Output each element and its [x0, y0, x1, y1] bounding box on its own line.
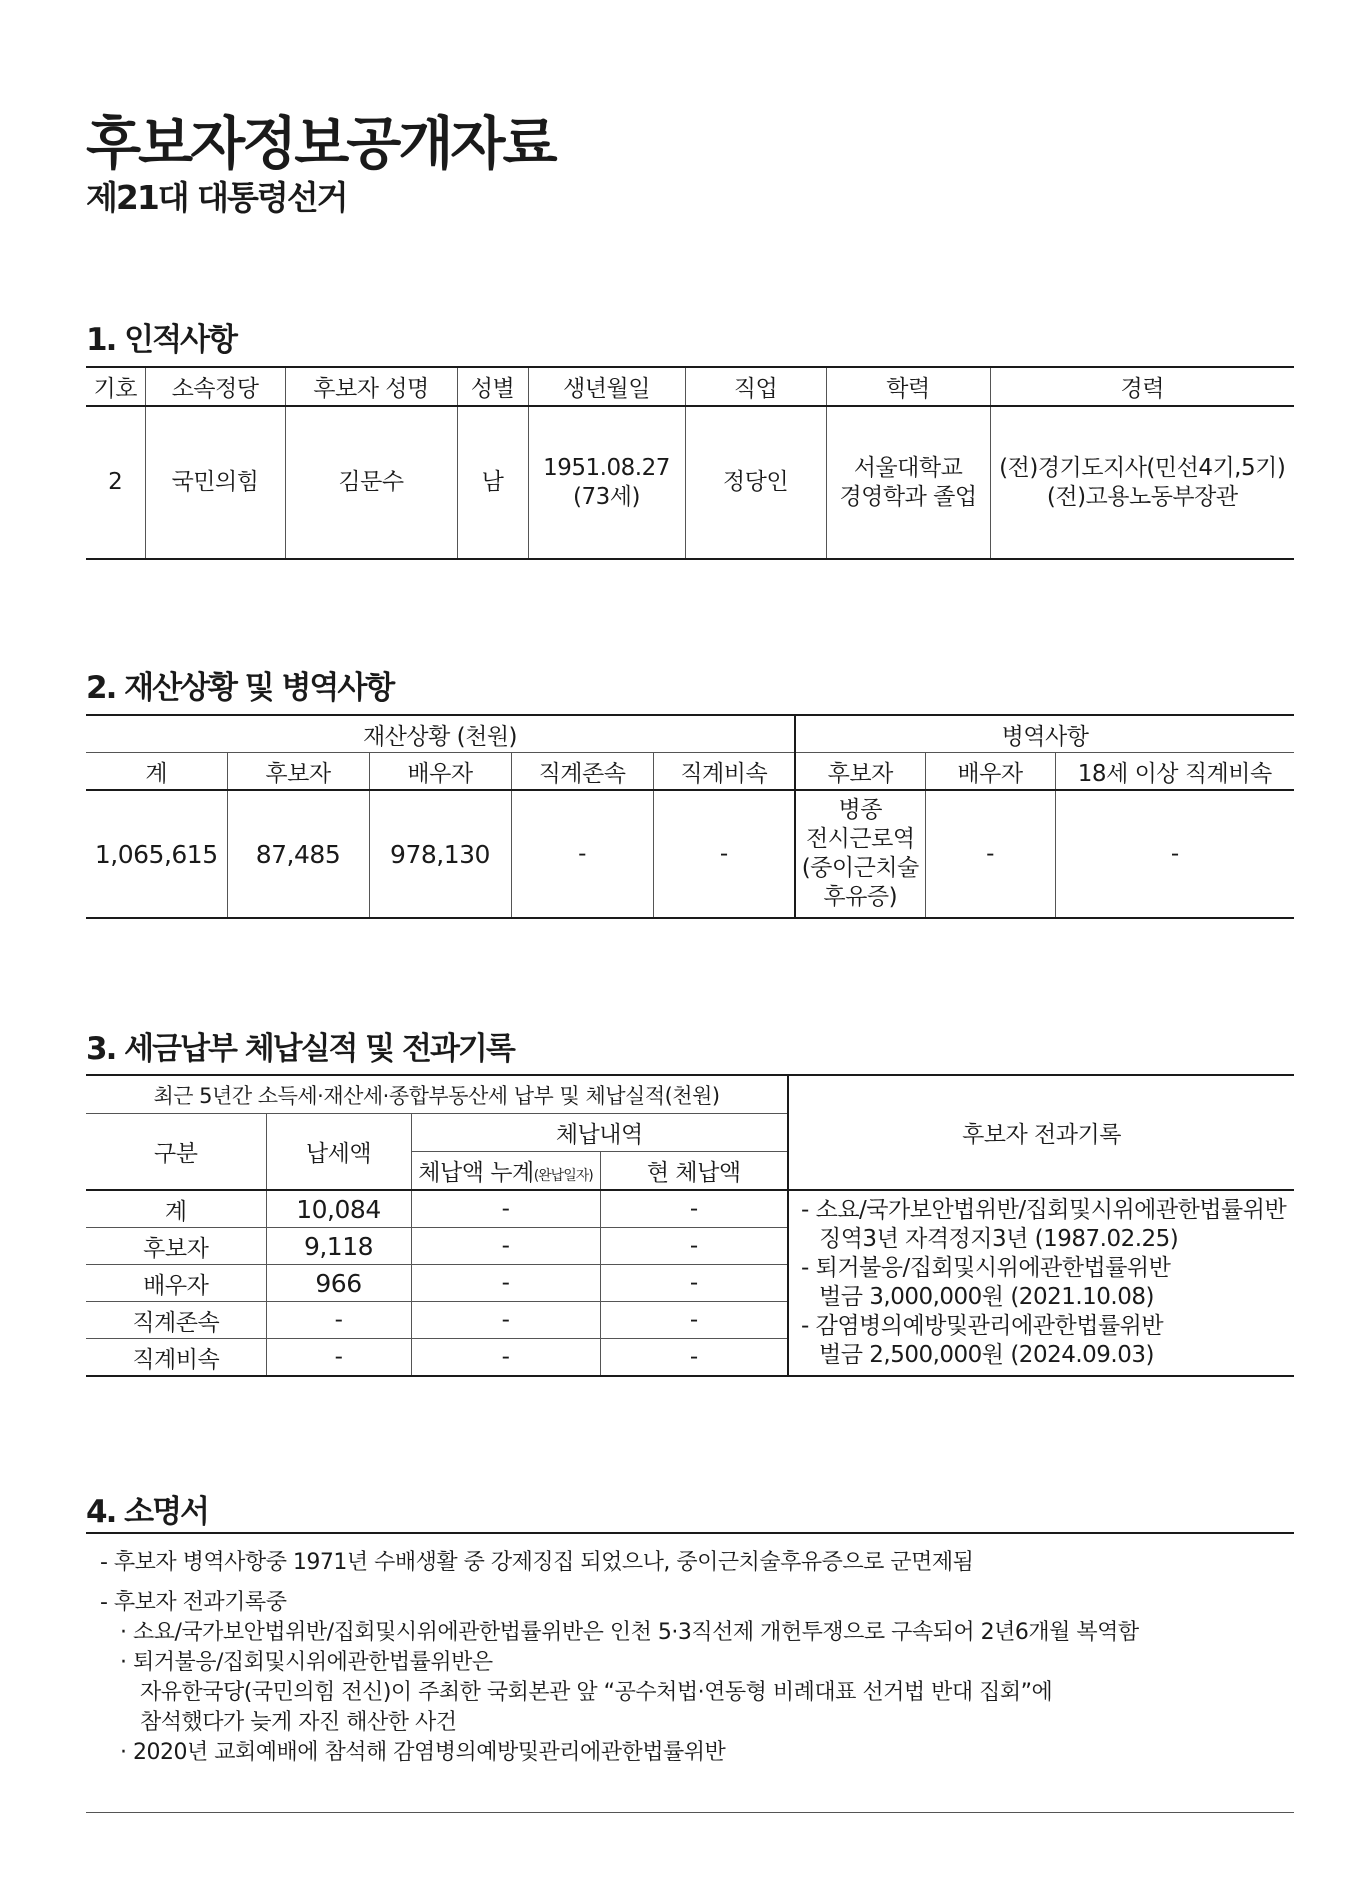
note-item: - 후보자 전과기록중 — [100, 1590, 287, 1615]
tax-arrears-current: - — [600, 1302, 788, 1339]
candidate-occupation: 정당인 — [685, 406, 826, 559]
col-header: 직계존속 — [511, 753, 653, 791]
table-group-row — [86, 1075, 1294, 1114]
table-group-row — [86, 715, 1294, 753]
tax-row-label: 계 — [86, 1190, 266, 1228]
tax-paid: 10,084 — [266, 1190, 411, 1228]
tax-arrears-cum: - — [411, 1190, 600, 1228]
col-header: 소속정당 — [145, 367, 285, 406]
arrears-cumulative-label: 체납액 누계 — [418, 1160, 534, 1186]
candidate-name: 김문수 — [285, 406, 457, 559]
col-header: 현 체납액 — [600, 1152, 788, 1191]
table-row — [86, 1190, 1294, 1228]
col-header: 후보자 성명 — [285, 367, 457, 406]
military-descendants: - — [1055, 790, 1294, 918]
tax-arrears-cum: - — [411, 1339, 600, 1377]
property-group-header: 재산상황 (천원) — [86, 715, 795, 753]
col-header: 성별 — [457, 367, 528, 406]
candidate-number: 2 — [86, 406, 145, 559]
tax-arrears-current: - — [600, 1265, 788, 1302]
candidate-birth — [528, 406, 685, 559]
col-header: 직계비속 — [653, 753, 795, 791]
tax-arrears-current: - — [600, 1339, 788, 1377]
note-subitem: · 2020년 교회예배에 참석해 감염병의예방및관리에관한법률위반 — [120, 1740, 726, 1765]
education-line: 서울대학교 — [853, 454, 963, 481]
tax-row-label: 배우자 — [86, 1265, 266, 1302]
col-header: 직업 — [685, 367, 826, 406]
criminal-penalty: 징역3년 자격정지3년 (1987.02.25) — [819, 1226, 1179, 1252]
military-line: 후유증) — [823, 884, 898, 910]
page-subtitle: 제21대 대통령선거 — [86, 178, 347, 217]
page-title: 후보자정보공개자료 — [86, 111, 555, 177]
tax-row-label: 후보자 — [86, 1228, 266, 1265]
criminal-record-header: 후보자 전과기록 — [788, 1075, 1294, 1190]
col-header: 구분 — [86, 1114, 266, 1191]
col-header: 18세 이상 직계비속 — [1055, 753, 1294, 791]
col-header: 후보자 — [795, 753, 925, 791]
military-spouse: - — [925, 790, 1055, 918]
property-ascendants: - — [511, 790, 653, 918]
table-header-row — [86, 367, 1294, 406]
col-header: 배우자 — [369, 753, 511, 791]
table-header-row — [86, 753, 1294, 791]
tax-group-header: 최근 5년간 소득세·재산세·종합부동산세 납부 및 체납실적(천원) — [86, 1075, 788, 1114]
col-header: 배우자 — [925, 753, 1055, 791]
col-header: 후보자 — [227, 753, 369, 791]
property-military-table — [86, 714, 1294, 919]
table-row — [86, 406, 1294, 559]
criminal-records — [788, 1190, 1294, 1376]
military-group-header: 병역사항 — [795, 715, 1294, 753]
birth-date: 1951.08.27 — [543, 454, 670, 481]
criminal-offense: - 감염병의예방및관리에관한법률위반 — [801, 1313, 1164, 1339]
explanation-notes — [100, 1548, 1139, 1768]
col-header: 체납내역 — [411, 1114, 788, 1152]
col-header: 기호 — [86, 367, 145, 406]
section4-divider — [86, 1532, 1294, 1534]
note-subitem-line: 참석했다가 늦게 자진 해산한 사건 — [140, 1710, 457, 1735]
section4-heading: 4. 소명서 — [86, 1494, 208, 1530]
col-header — [411, 1152, 600, 1191]
military-line: (중이근치술 — [801, 855, 919, 881]
education-line: 경영학과 졸업 — [839, 483, 977, 510]
military-line: 병종 — [838, 797, 882, 823]
property-spouse: 978,130 — [369, 790, 511, 918]
candidate-career — [990, 406, 1294, 559]
tax-paid: - — [266, 1339, 411, 1377]
tax-criminal-table — [86, 1074, 1294, 1377]
tax-paid: 9,118 — [266, 1228, 411, 1265]
tax-paid: 966 — [266, 1265, 411, 1302]
section3-heading: 3. 세금납부 체납실적 및 전과기록 — [86, 1031, 514, 1067]
table-row — [86, 790, 1294, 918]
candidate-party: 국민의힘 — [145, 406, 285, 559]
age: (73세) — [573, 483, 640, 510]
tax-arrears-current: - — [600, 1190, 788, 1228]
bottom-divider — [86, 1812, 1294, 1813]
tax-arrears-cum: - — [411, 1228, 600, 1265]
tax-row-label: 직계존속 — [86, 1302, 266, 1339]
col-header: 학력 — [826, 367, 990, 406]
col-header: 계 — [86, 753, 227, 791]
criminal-offense: - 퇴거불응/집회및시위에관한법률위반 — [801, 1255, 1171, 1281]
section2-heading: 2. 재산상황 및 병역사항 — [86, 670, 394, 706]
col-header: 납세액 — [266, 1114, 411, 1191]
tax-row-label: 직계비속 — [86, 1339, 266, 1377]
note-subitem-line: 자유한국당(국민의힘 전신)이 주최한 국회본관 앞 “공수처법·연동형 비례대표 선거법 반대 집회”에 — [140, 1680, 1053, 1705]
property-total: 1,065,615 — [86, 790, 227, 918]
note-subitem: · 소요/국가보안법위반/집회및시위에관한법률위반은 인천 5·3직선제 개헌투쟁으로 구속되어 2년6개월 복역함 — [120, 1620, 1139, 1645]
criminal-penalty: 벌금 3,000,000원 (2021.10.08) — [819, 1284, 1154, 1310]
note-item: - 후보자 병역사항중 1971년 수배생활 중 강제징집 되었으나, 중이근치술후유증으로 군면제됨 — [100, 1550, 974, 1575]
candidate-gender: 남 — [457, 406, 528, 559]
tax-arrears-current: - — [600, 1228, 788, 1265]
tax-arrears-cum: - — [411, 1265, 600, 1302]
section1-heading: 1. 인적사항 — [86, 322, 236, 358]
military-candidate — [795, 790, 925, 918]
military-line: 전시근로역 — [805, 826, 915, 852]
col-header: 생년월일 — [528, 367, 685, 406]
personal-info-table — [86, 366, 1294, 560]
criminal-penalty: 벌금 2,500,000원 (2024.09.03) — [819, 1342, 1154, 1368]
tax-paid: - — [266, 1302, 411, 1339]
property-descendants: - — [653, 790, 795, 918]
col-header: 경력 — [990, 367, 1294, 406]
tax-arrears-cum: - — [411, 1302, 600, 1339]
career-line: (전)경기도지사(민선4기,5기) — [999, 454, 1286, 481]
candidate-education — [826, 406, 990, 559]
career-line: (전)고용노동부장관 — [1046, 483, 1238, 510]
criminal-offense: - 소요/국가보안법위반/집회및시위에관한법률위반 — [801, 1197, 1287, 1223]
note-subitem: · 퇴거불응/집회및시위에관한법률위반은 — [120, 1650, 493, 1675]
arrears-cumulative-note: (완납일자) — [533, 1168, 593, 1184]
property-candidate: 87,485 — [227, 790, 369, 918]
